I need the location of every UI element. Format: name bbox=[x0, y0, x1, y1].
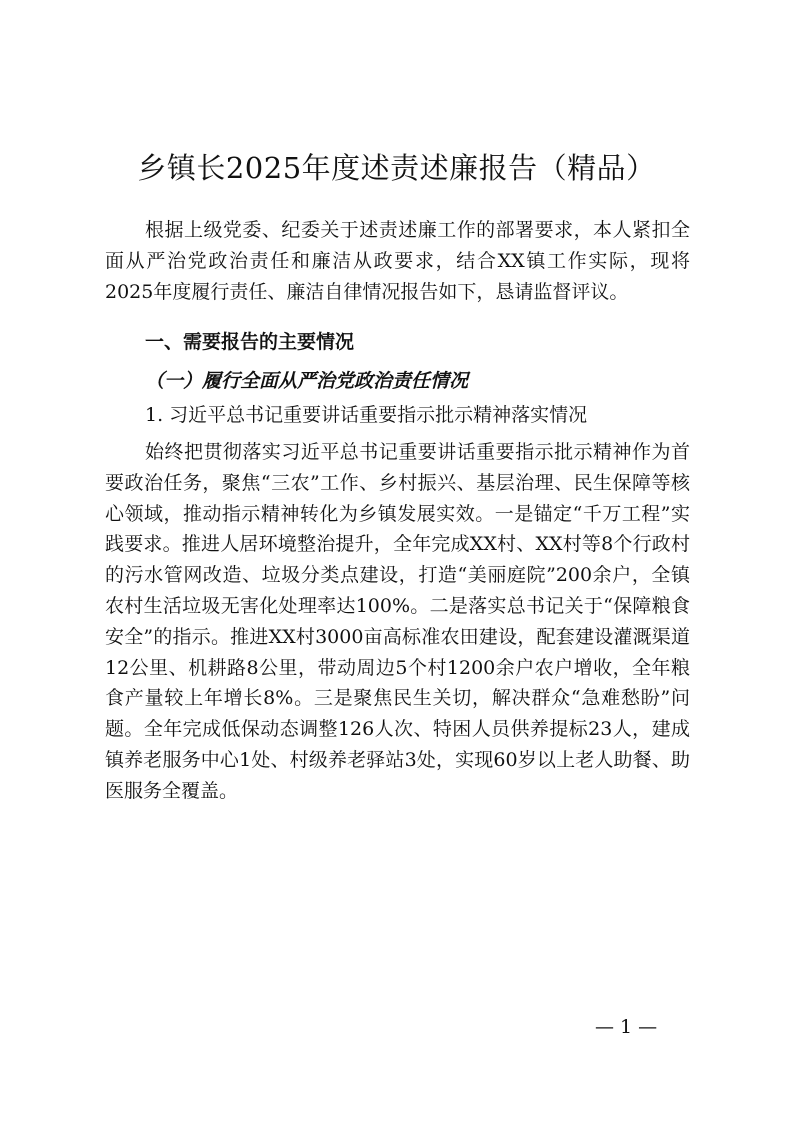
item-heading: 1. 习近平总书记重要讲话重要指示批示精神落实情况 bbox=[145, 404, 588, 426]
intro-paragraph-block bbox=[105, 215, 690, 307]
body-paragraph: 始终把贯彻落实习近平总书记重要讲话重要指示批示精神作为首要政治任务，聚焦“三农”工作、乡村振兴、基层治理、民生保障等核心领域，推动指示精神转化为乡镇发展实效。一是锚定“千万工程”实践要求。推进人居环境整治提升，全年完成XX村、XX村等8个行政村的污水管网改造、垃圾分类点建设，打造“美丽庭院”200余户，全镇农村生活垃圾无害化处理率达100%。二是落实总书记关于“保障粮食安全”的指示。推进XX村3000亩高标准农田建设，配套建设灌溉渠道12公里、机耕路8公里，带动周边5个村1200余户农户增收，全年粮食产量较上年增长8%。三是聚焦民生关切，解决群众“急难愁盼”问题。全年完成低保动态调整126人次、特困人员供养提标23人，建成镇养老服务中心1处、村级养老驿站3处，实现60岁以上老人助餐、助医服务全覆盖。 bbox=[105, 441, 690, 802]
subsection-heading: （一）履行全面从严治党政治责任情况 bbox=[145, 370, 469, 392]
body-paragraph-block bbox=[105, 437, 690, 807]
page-number: — 1 — bbox=[595, 1016, 658, 1038]
document-title: 乡镇长2025年度述责述廉报告（精品） bbox=[137, 151, 656, 185]
intro-paragraph: 根据上级党委、纪委关于述责述廉工作的部署要求，本人紧扣全面从严治党政治责任和廉洁从政要求，结合XX镇工作实际，现将2025年度履行责任、廉洁自律情况报告如下，恳请监督评议。 bbox=[105, 219, 690, 303]
section-heading: 一、需要报告的主要情况 bbox=[145, 331, 355, 353]
